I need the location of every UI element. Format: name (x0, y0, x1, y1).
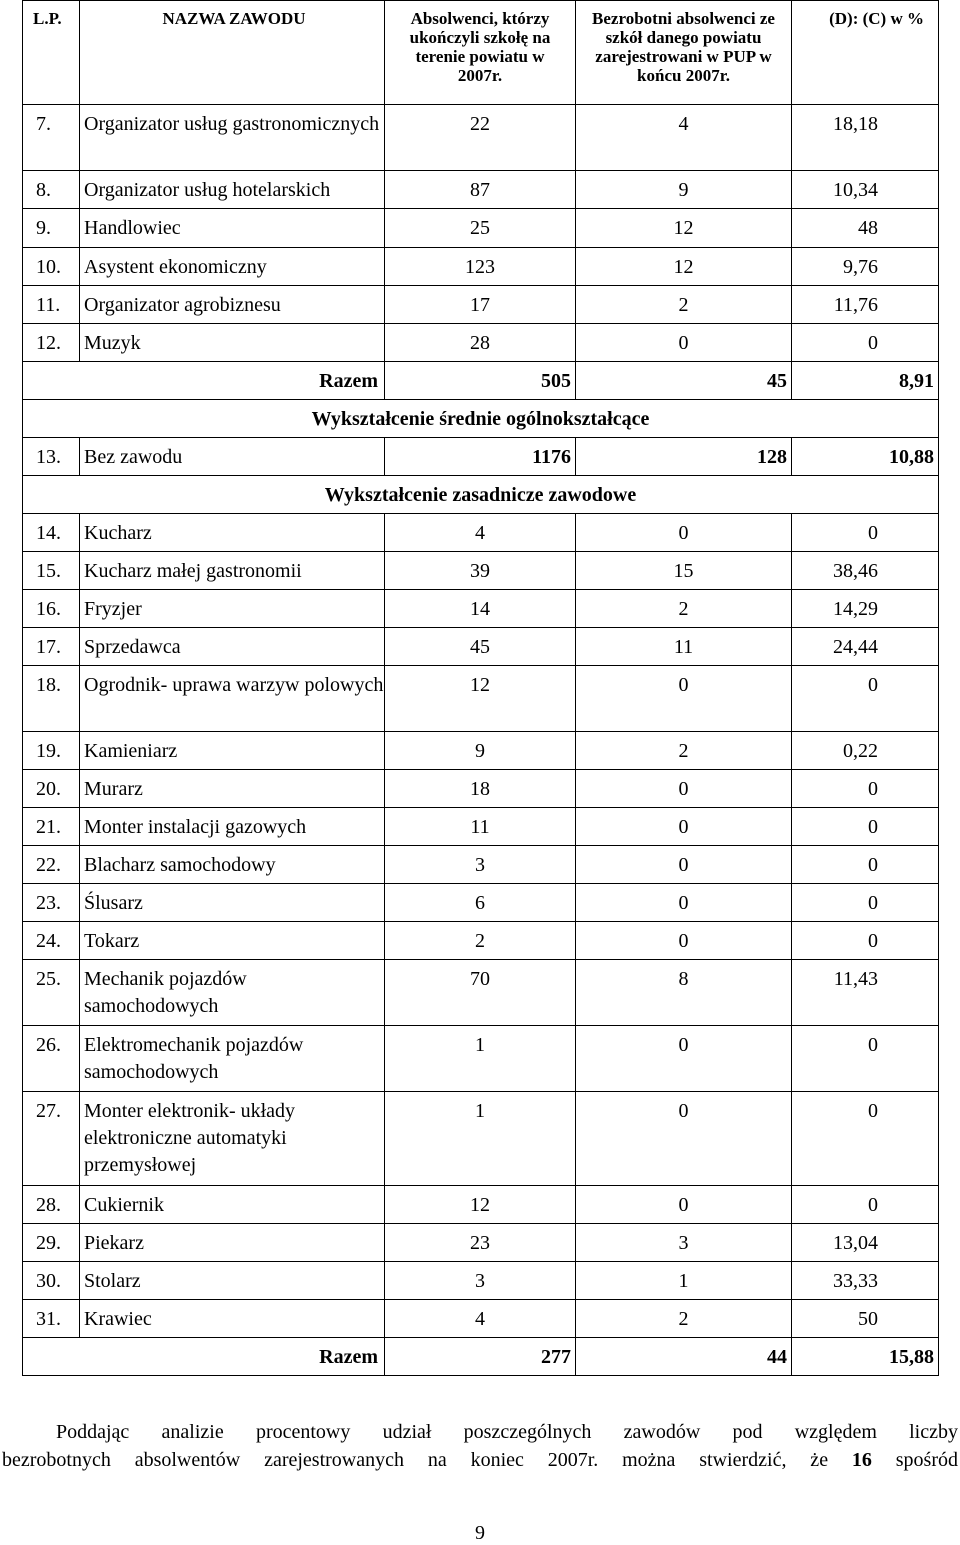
row-lp: 11. (23, 286, 80, 324)
total-row-1 (23, 362, 939, 400)
row-name: Monter elektronik- układy elektroniczne automatyki przemysłowej (80, 1092, 385, 1186)
paragraph-line-1: Poddając analizie procentowy udział poszczególnych zawodów pod względem liczby (56, 1421, 958, 1443)
total-row-3 (23, 1338, 939, 1376)
header-graduates: Absolwenci, którzy ukończyli szkołę na terenie powiatu w 2007r. (385, 1, 576, 105)
row-lp: 30. (23, 1262, 80, 1300)
row-unemployed: 3 (576, 1224, 792, 1262)
row-graduates: 45 (385, 628, 576, 666)
row-percent: 0 (792, 770, 939, 808)
row-unemployed: 0 (576, 666, 792, 732)
row-percent: 0 (792, 922, 939, 960)
row-name: Monter instalacji gazowych (80, 808, 385, 846)
row-graduates: 2 (385, 922, 576, 960)
paragraph-bold-count: 16 (851, 1449, 872, 1471)
row-percent: 38,46 (792, 552, 939, 590)
total-percent: 15,88 (792, 1338, 939, 1376)
row-percent: 24,44 (792, 628, 939, 666)
row-graduates: 4 (385, 1300, 576, 1338)
row-lp: 8. (23, 171, 80, 209)
row-graduates: 1176 (385, 438, 576, 476)
row-percent: 0 (792, 1092, 939, 1186)
row-name: Ślusarz (80, 884, 385, 922)
row-unemployed: 4 (576, 105, 792, 171)
row-name: Blacharz samochodowy (80, 846, 385, 884)
row-percent: 0 (792, 1026, 939, 1092)
row-graduates: 39 (385, 552, 576, 590)
row-lp: 28. (23, 1186, 80, 1224)
table-row (23, 846, 939, 884)
row-graduates: 14 (385, 590, 576, 628)
row-lp: 22. (23, 846, 80, 884)
table-row (23, 1026, 939, 1092)
row-lp: 15. (23, 552, 80, 590)
table-row (23, 732, 939, 770)
row-percent: 10,88 (792, 438, 939, 476)
table-row (23, 922, 939, 960)
row-lp: 27. (23, 1092, 80, 1186)
row-name: Handlowiec (80, 209, 385, 248)
table-row (23, 324, 939, 362)
total-unemployed: 44 (576, 1338, 792, 1376)
row-graduates: 123 (385, 248, 576, 286)
row-percent: 14,29 (792, 590, 939, 628)
row-graduates: 18 (385, 770, 576, 808)
row-lp: 19. (23, 732, 80, 770)
row-graduates: 70 (385, 960, 576, 1026)
row-percent: 11,43 (792, 960, 939, 1026)
row-graduates: 12 (385, 1186, 576, 1224)
row-graduates: 4 (385, 514, 576, 552)
row-name: Asystent ekonomiczny (80, 248, 385, 286)
row-name: Ogrodnik- uprawa warzyw polowych (80, 666, 385, 732)
section-row-general (23, 400, 939, 438)
row-unemployed: 2 (576, 732, 792, 770)
row-percent: 50 (792, 1300, 939, 1338)
row-name: Piekarz (80, 1224, 385, 1262)
table-row (23, 105, 939, 171)
row-graduates: 25 (385, 209, 576, 248)
row-graduates: 9 (385, 732, 576, 770)
table-row (23, 960, 939, 1026)
row-unemployed: 9 (576, 171, 792, 209)
header-row (23, 1, 939, 105)
paragraph-line-2 (2, 1446, 958, 1474)
row-name: Bez zawodu (80, 438, 385, 476)
row-graduates: 6 (385, 884, 576, 922)
table-row (23, 552, 939, 590)
table-row (23, 884, 939, 922)
section-row-vocational (23, 476, 939, 514)
row-unemployed: 0 (576, 846, 792, 884)
row-percent: 0 (792, 1186, 939, 1224)
row-unemployed: 0 (576, 884, 792, 922)
row-lp: 18. (23, 666, 80, 732)
row-name: Sprzedawca (80, 628, 385, 666)
table-row (23, 1262, 939, 1300)
row-graduates: 17 (385, 286, 576, 324)
row-name: Muzyk (80, 324, 385, 362)
row-unemployed: 11 (576, 628, 792, 666)
row-lp: 25. (23, 960, 80, 1026)
row-percent: 33,33 (792, 1262, 939, 1300)
row-name: Kamieniarz (80, 732, 385, 770)
row-unemployed: 0 (576, 922, 792, 960)
graduates-table (22, 0, 939, 1376)
row-name: Krawiec (80, 1300, 385, 1338)
row-unemployed: 2 (576, 590, 792, 628)
row-percent: 9,76 (792, 248, 939, 286)
table-row (23, 590, 939, 628)
row-percent: 0 (792, 846, 939, 884)
row-percent: 10,34 (792, 171, 939, 209)
table-row (23, 666, 939, 732)
row-lp: 17. (23, 628, 80, 666)
row-percent: 18,18 (792, 105, 939, 171)
row-lp: 7. (23, 105, 80, 171)
row-lp: 21. (23, 808, 80, 846)
row-unemployed: 0 (576, 808, 792, 846)
row-unemployed: 0 (576, 514, 792, 552)
table-row (23, 628, 939, 666)
row-percent: 0,22 (792, 732, 939, 770)
row-unemployed: 0 (576, 1092, 792, 1186)
row-lp: 31. (23, 1300, 80, 1338)
total-label: Razem (23, 362, 385, 400)
section-title: Wykształcenie zasadnicze zawodowe (23, 476, 939, 514)
table-row (23, 770, 939, 808)
row-lp: 13. (23, 438, 80, 476)
table-row (23, 171, 939, 209)
row-unemployed: 15 (576, 552, 792, 590)
row-lp: 12. (23, 324, 80, 362)
row-percent: 48 (792, 209, 939, 248)
row-name: Organizator usług hotelarskich (80, 171, 385, 209)
table-row (23, 438, 939, 476)
row-name: Murarz (80, 770, 385, 808)
row-unemployed: 12 (576, 209, 792, 248)
row-name: Fryzjer (80, 590, 385, 628)
row-unemployed: 2 (576, 286, 792, 324)
row-graduates: 87 (385, 171, 576, 209)
page-number: 9 (475, 1522, 485, 1544)
paragraph-line-2-end: spośród (871, 1449, 958, 1471)
row-unemployed: 1 (576, 1262, 792, 1300)
row-percent: 0 (792, 514, 939, 552)
row-name: Organizator usług gastronomicznych (80, 105, 385, 171)
summary-paragraph (2, 1418, 958, 1474)
row-lp: 24. (23, 922, 80, 960)
total-percent: 8,91 (792, 362, 939, 400)
row-graduates: 3 (385, 1262, 576, 1300)
row-name: Cukiernik (80, 1186, 385, 1224)
row-lp: 16. (23, 590, 80, 628)
row-lp: 26. (23, 1026, 80, 1092)
row-name: Mechanik pojazdów samochodowych (80, 960, 385, 1026)
header-name: NAZWA ZAWODU (80, 1, 385, 105)
row-unemployed: 0 (576, 1186, 792, 1224)
row-lp: 9. (23, 209, 80, 248)
total-graduates: 505 (385, 362, 576, 400)
row-lp: 14. (23, 514, 80, 552)
row-percent: 11,76 (792, 286, 939, 324)
table-row (23, 248, 939, 286)
row-lp: 20. (23, 770, 80, 808)
row-percent: 0 (792, 884, 939, 922)
total-unemployed: 45 (576, 362, 792, 400)
row-percent: 0 (792, 666, 939, 732)
row-name: Kucharz (80, 514, 385, 552)
row-unemployed: 12 (576, 248, 792, 286)
row-unemployed: 0 (576, 1026, 792, 1092)
row-unemployed: 0 (576, 324, 792, 362)
row-graduates: 3 (385, 846, 576, 884)
row-graduates: 1 (385, 1026, 576, 1092)
header-lp: L.P. (23, 1, 80, 105)
paragraph-line-2-start: bezrobotnych absolwentów zarejestrowanych na koniec 2007r. można stwierdzić, że (2, 1449, 852, 1471)
total-graduates: 277 (385, 1338, 576, 1376)
row-unemployed: 2 (576, 1300, 792, 1338)
header-unemployed: Bezrobotni absolwenci ze szkół danego powiatu zarejestrowani w PUP w końcu 2007r. (576, 1, 792, 105)
row-name: Stolarz (80, 1262, 385, 1300)
row-lp: 23. (23, 884, 80, 922)
row-graduates: 1 (385, 1092, 576, 1186)
row-unemployed: 0 (576, 770, 792, 808)
table-row (23, 1186, 939, 1224)
row-name: Organizator agrobiznesu (80, 286, 385, 324)
table-row (23, 1224, 939, 1262)
row-percent: 13,04 (792, 1224, 939, 1262)
table-row (23, 286, 939, 324)
row-percent: 0 (792, 324, 939, 362)
row-name: Elektromechanik pojazdów samochodowych (80, 1026, 385, 1092)
row-name: Kucharz małej gastronomii (80, 552, 385, 590)
row-graduates: 12 (385, 666, 576, 732)
header-percent: (D): (C) w % (792, 1, 939, 105)
row-unemployed: 128 (576, 438, 792, 476)
table-row (23, 209, 939, 248)
row-graduates: 22 (385, 105, 576, 171)
table-row (23, 514, 939, 552)
row-lp: 29. (23, 1224, 80, 1262)
row-percent: 0 (792, 808, 939, 846)
row-lp: 10. (23, 248, 80, 286)
row-graduates: 11 (385, 808, 576, 846)
total-label: Razem (23, 1338, 385, 1376)
row-graduates: 28 (385, 324, 576, 362)
section-title: Wykształcenie średnie ogólnokształcące (23, 400, 939, 438)
row-unemployed: 8 (576, 960, 792, 1026)
table-row (23, 808, 939, 846)
table-row (23, 1092, 939, 1186)
table-row (23, 1300, 939, 1338)
row-graduates: 23 (385, 1224, 576, 1262)
row-name: Tokarz (80, 922, 385, 960)
